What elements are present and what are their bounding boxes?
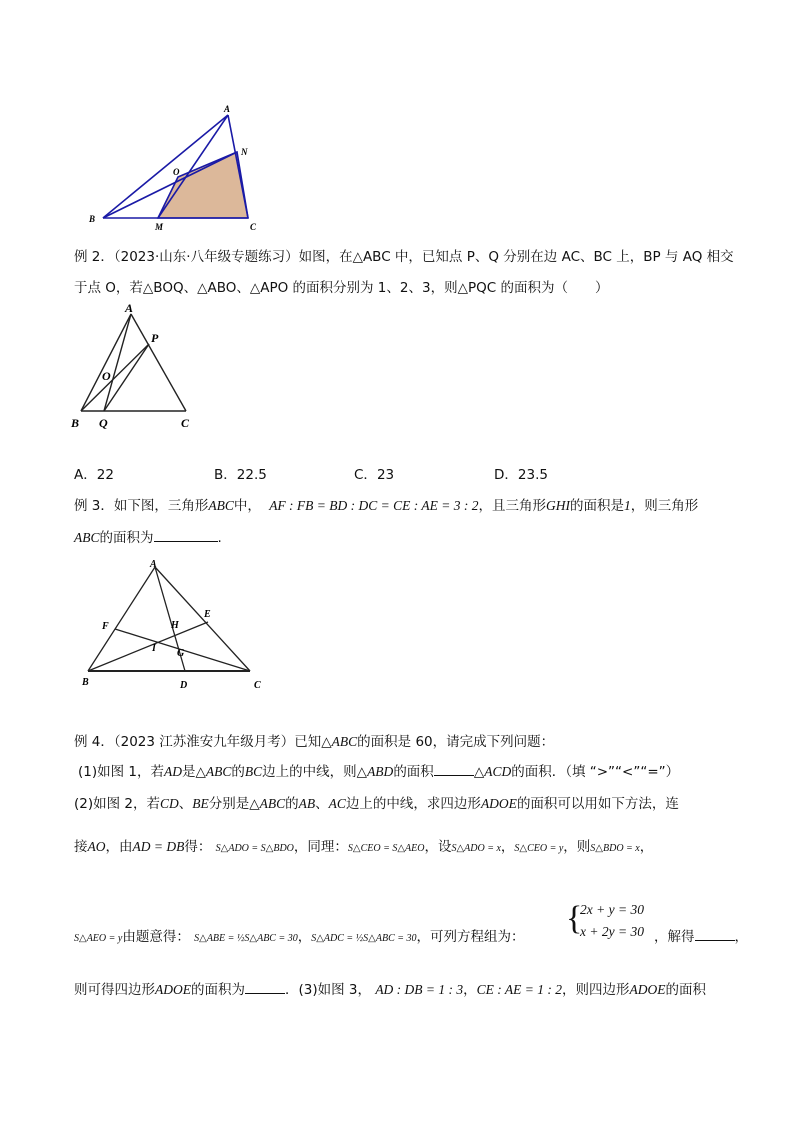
ex2-line2: 于点 O，若△BOQ、△ABO、△APO 的面积分别为 1、2、3，则△PQC 的面积为（ ） — [74, 280, 609, 296]
ex3-label-H: H — [171, 620, 179, 631]
label-C: C — [250, 222, 257, 232]
ex4-line3: 接AO，由AD = DB得： S△ADO = S△BDO，同理：S△CEO = S△AEO，设S△ADO = x，S△CEO = y，则S△BDO = x， — [74, 839, 654, 855]
label-M: M — [155, 222, 164, 232]
ex3-label-F: F — [102, 621, 109, 632]
option-a[interactable]: A．22 — [74, 467, 114, 483]
answer-blank[interactable] — [154, 527, 218, 542]
q1-blank[interactable] — [434, 761, 474, 776]
ex4-q2: (2)如图 2，若CD、BE分别是△ABC的AB、AC边上的中线，求四边形ADOE的面积可以用如下方法，连 — [74, 796, 679, 812]
figure-1 — [80, 100, 270, 235]
ex2-line1: 例 2．（2023·山东·八年级专题练习）如图，在△ABC 中，已知点 P、Q 分别在边 AC、BC 上，BP 与 AQ 相交 — [74, 249, 734, 265]
label-N: N — [241, 147, 248, 157]
option-d[interactable]: D．23.5 — [494, 467, 548, 483]
label-O: O — [173, 167, 180, 177]
ex4-line5: 则可得四边形ADOE的面积为 ．(3)如图 3， AD : DB = 1 : 3，CE : AE = 1 : 2，则四边形ADOE的面积 — [74, 978, 706, 998]
figure-ex2 — [66, 300, 201, 435]
solve-blank[interactable] — [695, 926, 735, 941]
ex3-label-C: C — [254, 680, 261, 691]
ex3-label-D: D — [180, 680, 188, 691]
option-b[interactable]: B．22.5 — [214, 467, 267, 483]
ex4-q1: (1)如图 1，若AD是△ABC的BC边上的中线，则△ABD的面积 △ACD的面积．（填 “>”“<”“=”） — [78, 760, 679, 780]
ex2-label-O: O — [102, 369, 111, 383]
ex3-line2: ABC的面积为 . — [74, 526, 222, 546]
ex2-label-B: B — [71, 416, 80, 430]
label-B: B — [89, 214, 96, 224]
ex4-head: 例 4．（2023 江苏淮安九年级月考）已知△ABC的面积是 60，请完成下列问题： — [74, 734, 555, 750]
ex3-label-E: E — [204, 609, 211, 620]
ex3-label-G: G — [177, 648, 185, 659]
figure-ex3 — [78, 555, 273, 695]
ex4-solve: ，解得 ， — [654, 925, 748, 945]
ex3-line1: 例 3．如下图，三角形ABC中， AF : FB = BD : DC = CE : AE = 3 : 2，且三角形GHI的面积是1，则三角形 — [74, 498, 699, 514]
label-A: A — [224, 104, 231, 114]
ex4-line4: S△AEO = y由题意得： S△ABE = ½S△ABC = 30，S△ADC = ½S△ABC = 30，可列方程组为： — [74, 929, 525, 945]
option-c[interactable]: C．23 — [354, 467, 395, 483]
ex2-label-A: A — [125, 301, 134, 315]
ex2-label-C: C — [181, 416, 190, 430]
ex2-label-P: P — [151, 331, 159, 345]
ex3-label-I: I — [152, 643, 156, 654]
area-blank[interactable] — [245, 979, 285, 994]
ex3-label-B: B — [82, 677, 89, 688]
ex2-label-Q: Q — [99, 416, 108, 430]
ex3-label-A: A — [150, 559, 157, 570]
